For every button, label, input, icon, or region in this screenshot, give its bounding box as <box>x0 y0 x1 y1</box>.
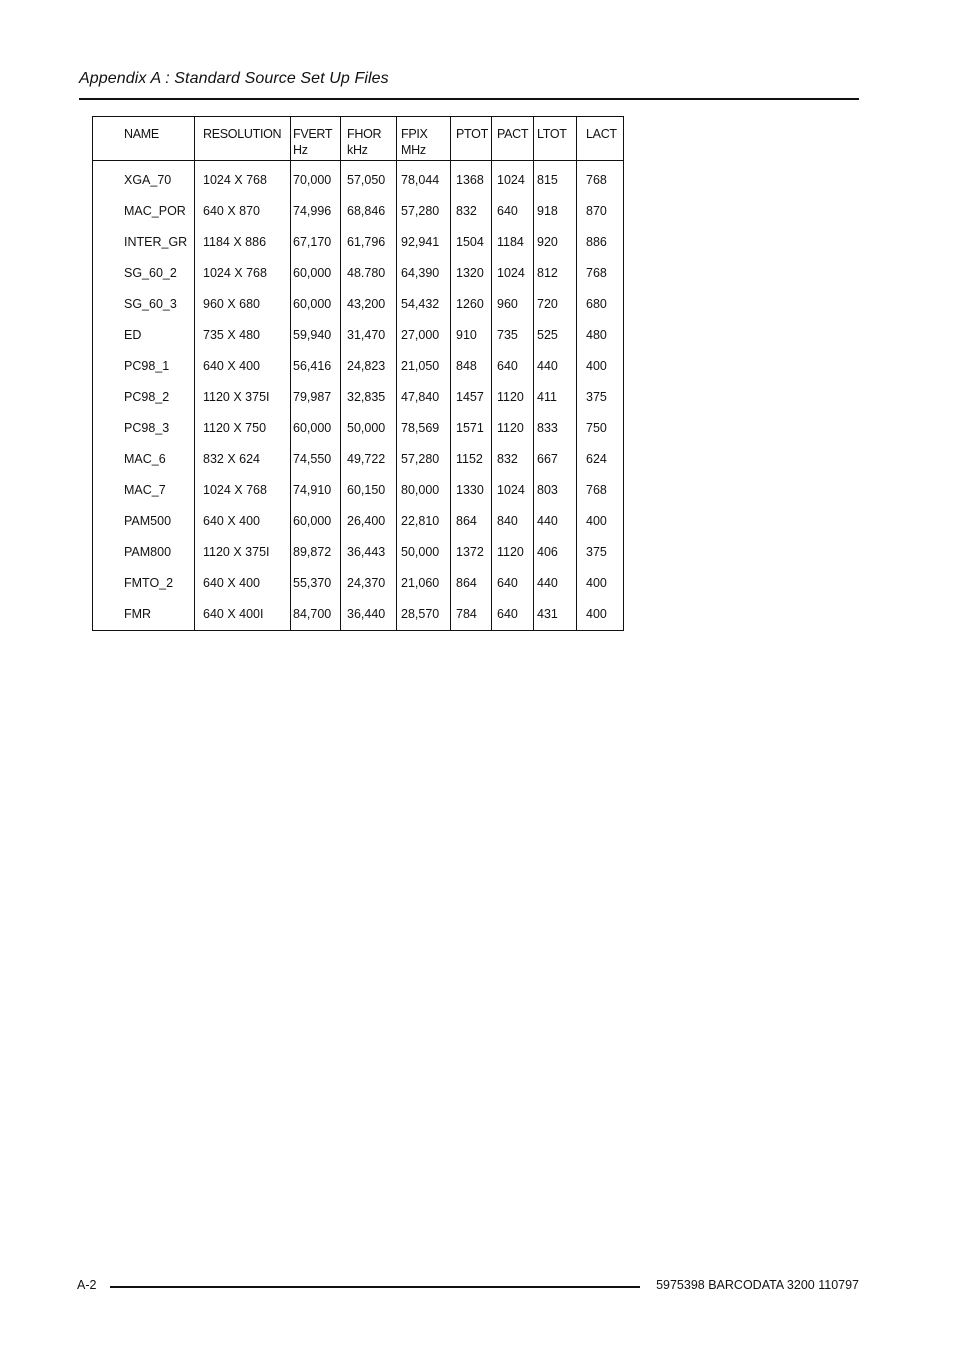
table-cell-resolution: 960 X 680 <box>203 297 260 311</box>
table-column-divider <box>396 116 397 631</box>
table-cell-pact: 640 <box>497 204 518 218</box>
table-cell-fpix: 28,570 <box>401 607 440 621</box>
table-cell-fvert: 59,940 <box>293 328 332 342</box>
table-cell-pact: 640 <box>497 576 518 590</box>
table-cell-lact: 375 <box>586 545 607 559</box>
table-cell-name: PC98_3 <box>124 421 170 435</box>
table-cell-ptot: 1368 <box>456 173 484 187</box>
table-cell-ptot: 864 <box>456 514 477 528</box>
table-cell-fhor: 36,440 <box>347 607 386 621</box>
table-column-divider <box>290 116 291 631</box>
table-cell-pact: 832 <box>497 452 518 466</box>
table-cell-fvert: 84,700 <box>293 607 332 621</box>
table-cell-name: SG_60_2 <box>124 266 177 280</box>
table-cell-ptot: 1457 <box>456 390 484 404</box>
table-cell-pact: 640 <box>497 607 518 621</box>
table-cell-ltot: 411 <box>537 390 557 404</box>
table-cell-resolution: 640 X 400 <box>203 514 260 528</box>
column-header-fvert: FVERT <box>293 127 333 141</box>
table-cell-fpix: 64,390 <box>401 266 440 280</box>
table-cell-resolution: 1120 X 375I <box>203 545 270 559</box>
table-cell-fvert: 79,987 <box>293 390 332 404</box>
table-cell-lact: 400 <box>586 607 607 621</box>
table-cell-lact: 375 <box>586 390 607 404</box>
table-cell-pact: 1184 <box>497 235 524 249</box>
table-cell-resolution: 735 X 480 <box>203 328 260 342</box>
table-cell-name: MAC_6 <box>124 452 166 466</box>
column-header-fpix: FPIX <box>401 127 428 141</box>
page-number: A-2 <box>77 1278 97 1292</box>
footer-rule <box>110 1286 640 1288</box>
table-cell-lact: 768 <box>586 483 607 497</box>
table-cell-resolution: 1024 X 768 <box>203 173 267 187</box>
table-cell-resolution: 1120 X 375I <box>203 390 270 404</box>
table-cell-resolution: 1184 X 886 <box>203 235 267 249</box>
table-cell-lact: 400 <box>586 576 607 590</box>
table-cell-fvert: 60,000 <box>293 266 332 280</box>
table-cell-resolution: 1024 X 768 <box>203 483 267 497</box>
table-cell-pact: 735 <box>497 328 518 342</box>
table-cell-fvert: 74,910 <box>293 483 332 497</box>
table-cell-pact: 960 <box>497 297 518 311</box>
table-column-divider <box>450 116 451 631</box>
table-cell-lact: 768 <box>586 266 607 280</box>
table-cell-ptot: 910 <box>456 328 477 342</box>
table-cell-fpix: 47,840 <box>401 390 440 404</box>
column-header-fhor: FHOR <box>347 127 382 141</box>
table-cell-lact: 680 <box>586 297 607 311</box>
table-cell-lact: 886 <box>586 235 607 249</box>
table-cell-fvert: 56,416 <box>293 359 332 373</box>
table-cell-ltot: 667 <box>537 452 558 466</box>
table-cell-fpix: 54,432 <box>401 297 440 311</box>
table-cell-fpix: 50,000 <box>401 545 440 559</box>
table-cell-ltot: 920 <box>537 235 558 249</box>
table-cell-pact: 640 <box>497 359 518 373</box>
table-cell-pact: 1120 <box>497 421 524 435</box>
table-cell-fpix: 80,000 <box>401 483 440 497</box>
table-cell-ltot: 440 <box>537 359 558 373</box>
table-cell-fvert: 74,996 <box>293 204 332 218</box>
column-header-ltot: LTOT <box>537 127 567 141</box>
table-cell-lact: 750 <box>586 421 607 435</box>
table-cell-name: INTER_GR <box>124 235 188 249</box>
table-cell-name: XGA_70 <box>124 173 172 187</box>
table-cell-fpix: 78,569 <box>401 421 440 435</box>
table-cell-ltot: 812 <box>537 266 558 280</box>
table-cell-ptot: 1571 <box>456 421 484 435</box>
table-cell-fpix: 21,050 <box>401 359 440 373</box>
table-cell-lact: 400 <box>586 359 607 373</box>
table-cell-name: MAC_7 <box>124 483 166 497</box>
table-cell-name: FMR <box>124 607 152 621</box>
table-cell-resolution: 640 X 400I <box>203 607 264 621</box>
column-header-ptot: PTOT <box>456 127 488 141</box>
table-cell-fhor: 43,200 <box>347 297 386 311</box>
table-cell-fhor: 49,722 <box>347 452 386 466</box>
column-header-fhor-unit: kHz <box>347 143 368 157</box>
table-cell-ptot: 1320 <box>456 266 484 280</box>
table-cell-name: PAM800 <box>124 545 172 559</box>
table-cell-ltot: 406 <box>537 545 558 559</box>
table-cell-fhor: 61,796 <box>347 235 386 249</box>
table-cell-pact: 1120 <box>497 545 524 559</box>
table-cell-ltot: 440 <box>537 576 558 590</box>
column-header-lact: LACT <box>586 127 617 141</box>
table-cell-fpix: 22,810 <box>401 514 440 528</box>
table-column-divider <box>533 116 534 631</box>
table-cell-lact: 480 <box>586 328 607 342</box>
table-cell-fhor: 48.780 <box>347 266 386 280</box>
table-cell-resolution: 640 X 400 <box>203 359 260 373</box>
table-cell-fhor: 60,150 <box>347 483 386 497</box>
header-rule <box>79 98 859 100</box>
table-cell-resolution: 1024 X 768 <box>203 266 267 280</box>
column-header-resolution: RESOLUTION <box>203 127 282 141</box>
table-cell-fhor: 24,370 <box>347 576 386 590</box>
table-cell-fhor: 26,400 <box>347 514 386 528</box>
table-cell-name: MAC_POR <box>124 204 186 218</box>
table-cell-fvert: 55,370 <box>293 576 332 590</box>
table-cell-ptot: 1152 <box>456 452 483 466</box>
table-cell-ltot: 918 <box>537 204 558 218</box>
table-cell-ptot: 784 <box>456 607 477 621</box>
table-column-divider <box>194 116 195 631</box>
table-cell-ltot: 431 <box>537 607 558 621</box>
table-cell-ltot: 803 <box>537 483 558 497</box>
table-cell-name: PC98_2 <box>124 390 170 404</box>
table-column-divider <box>340 116 341 631</box>
column-header-fpix-unit: MHz <box>401 143 426 157</box>
table-cell-ptot: 1260 <box>456 297 484 311</box>
table-cell-fpix: 27,000 <box>401 328 440 342</box>
table-cell-resolution: 1120 X 750 <box>203 421 267 435</box>
table-column-divider <box>576 116 577 631</box>
table-cell-fhor: 31,470 <box>347 328 386 342</box>
table-cell-fvert: 60,000 <box>293 514 332 528</box>
table-cell-ptot: 1372 <box>456 545 484 559</box>
table-cell-pact: 840 <box>497 514 518 528</box>
table-header-rule <box>92 160 624 161</box>
table-cell-pact: 1024 <box>497 266 525 280</box>
table-cell-fhor: 36,443 <box>347 545 386 559</box>
table-cell-lact: 870 <box>586 204 607 218</box>
column-header-pact: PACT <box>497 127 529 141</box>
column-header-name: NAME <box>124 127 159 141</box>
table-cell-resolution: 640 X 400 <box>203 576 260 590</box>
table-cell-name: PC98_1 <box>124 359 170 373</box>
table-cell-fvert: 67,170 <box>293 235 332 249</box>
table-cell-name: FMTO_2 <box>124 576 174 590</box>
table-cell-resolution: 832 X 624 <box>203 452 260 466</box>
table-cell-ltot: 815 <box>537 173 558 187</box>
table-cell-ltot: 720 <box>537 297 558 311</box>
table-cell-fvert: 70,000 <box>293 173 332 187</box>
table-cell-resolution: 640 X 870 <box>203 204 260 218</box>
table-cell-name: SG_60_3 <box>124 297 177 311</box>
table-cell-fpix: 78,044 <box>401 173 440 187</box>
column-header-fvert-unit: Hz <box>293 143 308 157</box>
table-cell-fpix: 57,280 <box>401 204 440 218</box>
table-cell-fpix: 92,941 <box>401 235 440 249</box>
table-cell-ltot: 440 <box>537 514 558 528</box>
table-cell-pact: 1024 <box>497 483 525 497</box>
table-cell-fpix: 21,060 <box>401 576 440 590</box>
table-cell-ptot: 864 <box>456 576 477 590</box>
table-cell-lact: 624 <box>586 452 607 466</box>
table-cell-fvert: 60,000 <box>293 297 332 311</box>
table-cell-fvert: 60,000 <box>293 421 332 435</box>
table-cell-pact: 1024 <box>497 173 525 187</box>
table-cell-ptot: 832 <box>456 204 477 218</box>
table-cell-fhor: 32,835 <box>347 390 386 404</box>
table-cell-name: PAM500 <box>124 514 172 528</box>
table-cell-fhor: 57,050 <box>347 173 386 187</box>
table-cell-name: ED <box>124 328 142 342</box>
document-id: 5975398 BARCODATA 3200 110797 <box>656 1278 859 1292</box>
table-cell-fhor: 68,846 <box>347 204 386 218</box>
table-cell-fvert: 89,872 <box>293 545 332 559</box>
table-cell-ptot: 1504 <box>456 235 484 249</box>
table-cell-fhor: 50,000 <box>347 421 386 435</box>
table-cell-ltot: 833 <box>537 421 558 435</box>
table-cell-ptot: 1330 <box>456 483 484 497</box>
table-cell-pact: 1120 <box>497 390 524 404</box>
table-cell-fpix: 57,280 <box>401 452 440 466</box>
table-cell-lact: 400 <box>586 514 607 528</box>
table-cell-ltot: 525 <box>537 328 558 342</box>
table-cell-fhor: 24,823 <box>347 359 386 373</box>
page-header-title: Appendix A : Standard Source Set Up Files <box>79 70 389 87</box>
table-column-divider <box>491 116 492 631</box>
table-cell-fvert: 74,550 <box>293 452 332 466</box>
table-cell-lact: 768 <box>586 173 607 187</box>
table-cell-ptot: 848 <box>456 359 477 373</box>
